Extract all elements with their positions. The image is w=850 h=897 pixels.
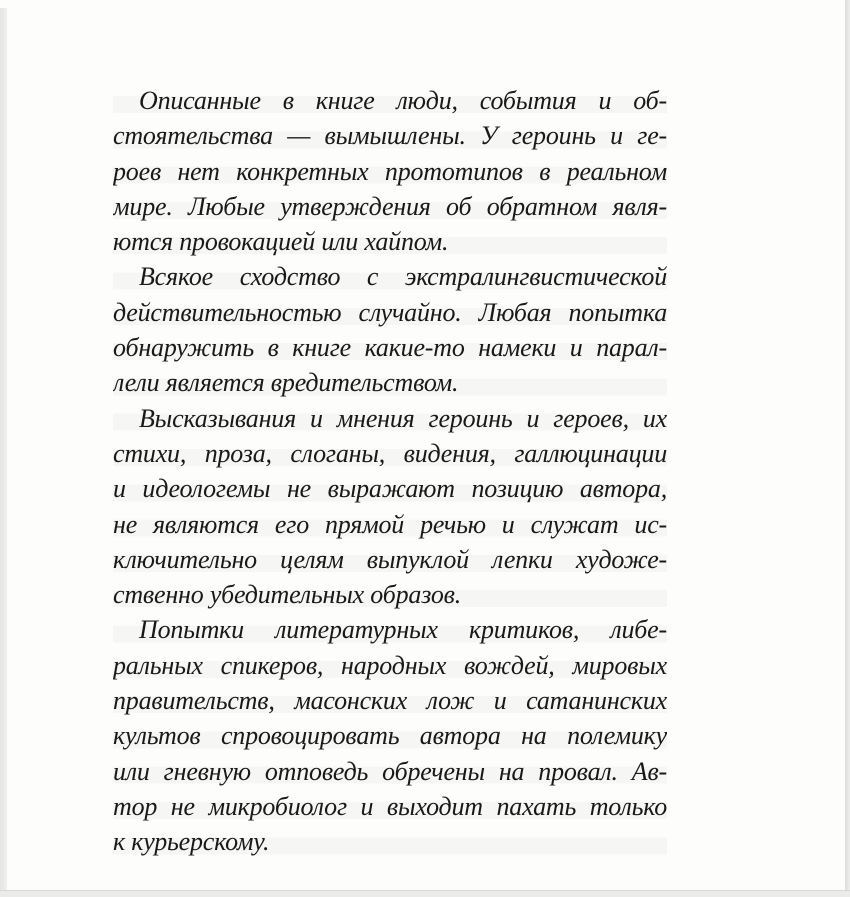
text-line: лели является вредительством. (113, 368, 459, 398)
text-line: стихи, проза, слоганы, видения, галлюцинации (113, 438, 667, 468)
text-line: не являются его прямой речью и служат ис- (113, 509, 667, 539)
text-line: культов спровоцировать автора на полемику (113, 721, 667, 751)
left-page-edge (0, 8, 7, 890)
text-line: мире. Любые утверждения об обратном явля- (113, 191, 667, 221)
paragraph (113, 401, 667, 613)
right-page-edge (845, 0, 850, 890)
text-line: или гневную отповедь обречены на провал. Ав- (113, 756, 667, 786)
text-line: тор не микробиолог и выходит пахать только (113, 791, 667, 821)
paragraph (113, 612, 667, 859)
text-line: ральных спикеров, народных вождей, мировых (113, 650, 667, 680)
text-line: стоятельства — вымышлены. У героинь и ге- (113, 121, 667, 151)
text-line: ственно убедительных образов. (113, 580, 462, 610)
text-line: роев нет конкретных прототипов в реальном (113, 156, 667, 186)
text-line: Всякое сходство с экстралингвистической (139, 262, 667, 292)
text-line: к курьерскому. (113, 827, 270, 857)
paragraph (113, 83, 667, 259)
text-line: действительностью случайно. Любая попытка (113, 297, 667, 327)
text-line: Высказывания и мнения героинь и героев, их (139, 403, 667, 433)
text-line: и идеологемы не выражают позицию автора, (113, 474, 667, 504)
paragraph (113, 259, 667, 400)
text-line: Описанные в книге люди, события и об- (139, 86, 667, 115)
text-line: Попытки литературных критиков, либе- (139, 615, 667, 645)
text-line: правительств, масонских лож и сатанинских (113, 686, 667, 716)
disclaimer-text-block (113, 83, 667, 860)
text-line: ются провокацией или хайпом. (113, 227, 449, 257)
text-line: обнаружить в книге какие-то намеки и парал- (113, 333, 667, 363)
text-line: ключительно целям выпуклой лепки художе- (113, 544, 667, 574)
bottom-page-edge (0, 890, 850, 897)
